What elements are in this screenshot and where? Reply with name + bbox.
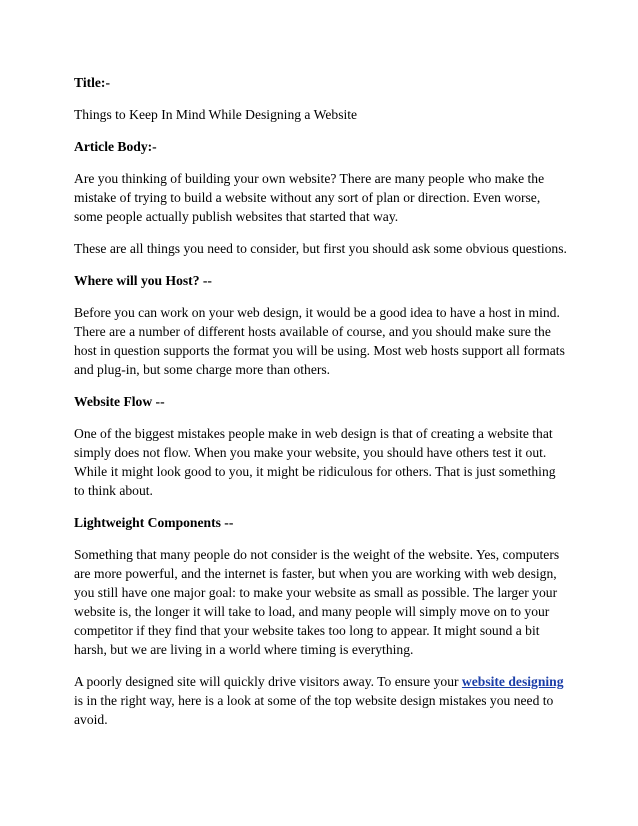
article-title: Things to Keep In Mind While Designing a Website [74, 107, 358, 122]
intro-paragraph-1: Are you thinking of building your own website? There are many people who make the mistake of trying to build a website without any sort of plan or direction. Even worse, some people actually publish websites that started that way. [74, 171, 545, 224]
section-heading-lightweight: Lightweight Components -- [74, 515, 234, 530]
section-body-flow: One of the biggest mistakes people make in web design is that of creating a website that simply does not flow. When you make your website, you should have others test it out. While it might look good to you, it might be ridiculous for others. That is just something to think about. [74, 426, 556, 498]
section-heading-flow: Website Flow -- [74, 394, 165, 409]
article-body-label: Article Body:- [74, 139, 157, 154]
closing-text-before-link: A poorly designed site will quickly drive visitors away. To ensure your [74, 674, 462, 689]
intro-paragraph-2: These are all things you need to consider, but first you should ask some obvious questions. [74, 241, 567, 256]
section-heading-host: Where will you Host? -- [74, 273, 212, 288]
closing-paragraph [74, 672, 569, 729]
document-page [74, 73, 569, 742]
section-body-lightweight: Something that many people do not consider is the weight of the website. Yes, computers are more powerful, and the internet is faster, but when you are working with web design, you still have one major goal: to make your website as small as possible. The larger your website is, the longer it will take to load, and many people will simply move on to your competitor if they find that your website takes too long to appear. It might sound a bit harsh, but we are living in a world where timing is everything. [74, 547, 560, 657]
title-label: Title:- [74, 75, 110, 90]
section-body-host: Before you can work on your web design, it would be a good idea to have a host in mind. There are a number of different hosts available of course, and you should make sure the host in question supports the format you will be using. Most web hosts support all formats and plug-in, but some charge more than others. [74, 305, 565, 377]
website-designing-link[interactable]: website designing [461, 674, 564, 689]
closing-text-after-link: is in the right way, here is a look at some of the top website design mistakes you need to avoid. [74, 693, 554, 727]
